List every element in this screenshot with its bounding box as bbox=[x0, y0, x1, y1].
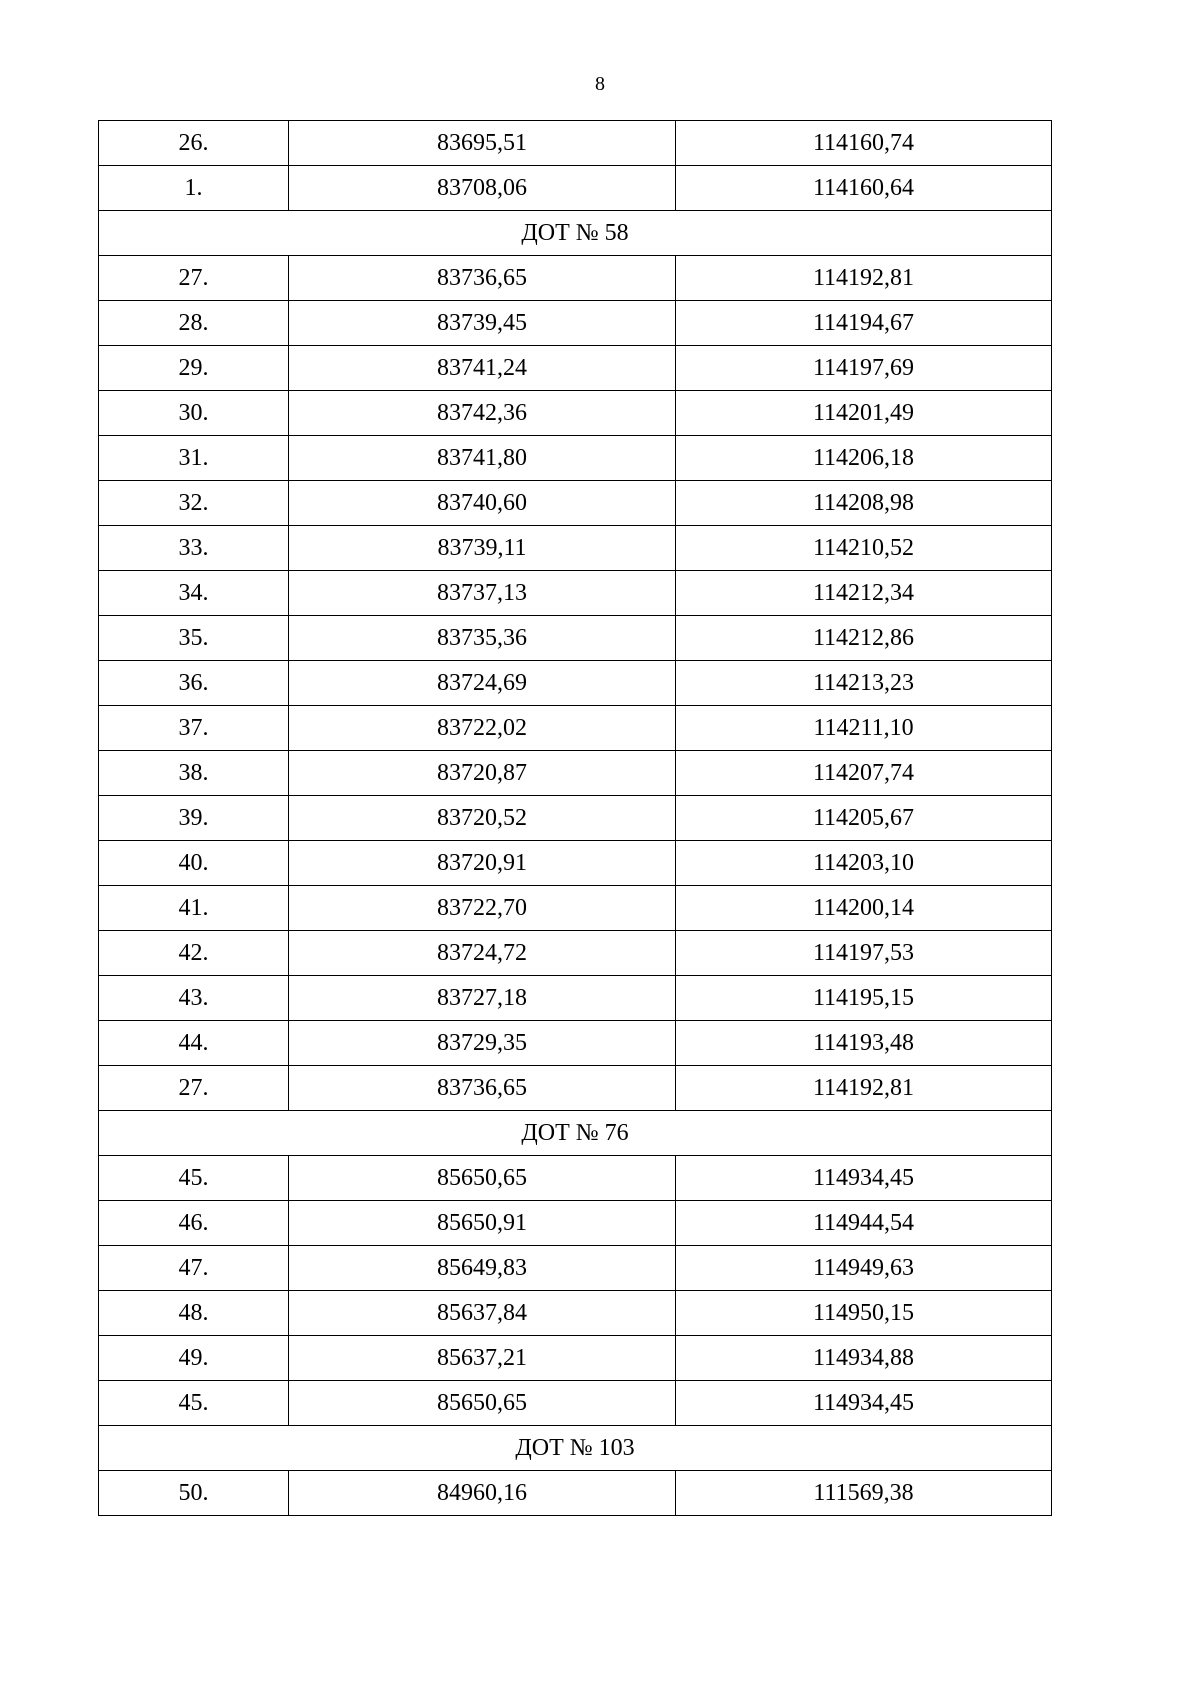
section-header-row bbox=[99, 1426, 1052, 1471]
y-coordinate-cell: 111569,38 bbox=[676, 1471, 1052, 1516]
section-title: ДОТ № 76 bbox=[99, 1111, 1052, 1156]
y-coordinate-cell: 114950,15 bbox=[676, 1291, 1052, 1336]
x-coordinate-cell: 83737,13 bbox=[289, 571, 676, 616]
point-number-cell: 47. bbox=[99, 1246, 289, 1291]
table-row bbox=[99, 706, 1052, 751]
x-coordinate-cell: 83736,65 bbox=[289, 1066, 676, 1111]
table-row bbox=[99, 121, 1052, 166]
section-header-row bbox=[99, 1111, 1052, 1156]
point-number-cell: 32. bbox=[99, 481, 289, 526]
x-coordinate-cell: 83739,45 bbox=[289, 301, 676, 346]
table-row bbox=[99, 1471, 1052, 1516]
point-number-cell: 35. bbox=[99, 616, 289, 661]
y-coordinate-cell: 114208,98 bbox=[676, 481, 1052, 526]
point-number-cell: 49. bbox=[99, 1336, 289, 1381]
table-row bbox=[99, 1336, 1052, 1381]
y-coordinate-cell: 114949,63 bbox=[676, 1246, 1052, 1291]
y-coordinate-cell: 114192,81 bbox=[676, 256, 1052, 301]
x-coordinate-cell: 83720,52 bbox=[289, 796, 676, 841]
table-row bbox=[99, 886, 1052, 931]
point-number-cell: 34. bbox=[99, 571, 289, 616]
y-coordinate-cell: 114194,67 bbox=[676, 301, 1052, 346]
point-number-cell: 37. bbox=[99, 706, 289, 751]
x-coordinate-cell: 83708,06 bbox=[289, 166, 676, 211]
y-coordinate-cell: 114934,45 bbox=[676, 1156, 1052, 1201]
point-number-cell: 46. bbox=[99, 1201, 289, 1246]
table-row bbox=[99, 256, 1052, 301]
section-title: ДОТ № 58 bbox=[99, 211, 1052, 256]
point-number-cell: 27. bbox=[99, 256, 289, 301]
y-coordinate-cell: 114197,53 bbox=[676, 931, 1052, 976]
point-number-cell: 43. bbox=[99, 976, 289, 1021]
table-row bbox=[99, 481, 1052, 526]
y-coordinate-cell: 114160,74 bbox=[676, 121, 1052, 166]
x-coordinate-cell: 83729,35 bbox=[289, 1021, 676, 1066]
x-coordinate-cell: 83727,18 bbox=[289, 976, 676, 1021]
y-coordinate-cell: 114205,67 bbox=[676, 796, 1052, 841]
y-coordinate-cell: 114944,54 bbox=[676, 1201, 1052, 1246]
table-row bbox=[99, 661, 1052, 706]
y-coordinate-cell: 114213,23 bbox=[676, 661, 1052, 706]
table-row bbox=[99, 976, 1052, 1021]
section-header-row bbox=[99, 211, 1052, 256]
x-coordinate-cell: 83740,60 bbox=[289, 481, 676, 526]
point-number-cell: 41. bbox=[99, 886, 289, 931]
y-coordinate-cell: 114192,81 bbox=[676, 1066, 1052, 1111]
y-coordinate-cell: 114201,49 bbox=[676, 391, 1052, 436]
y-coordinate-cell: 114934,45 bbox=[676, 1381, 1052, 1426]
x-coordinate-cell: 83722,02 bbox=[289, 706, 676, 751]
table-row bbox=[99, 1291, 1052, 1336]
x-coordinate-cell: 83722,70 bbox=[289, 886, 676, 931]
point-number-cell: 48. bbox=[99, 1291, 289, 1336]
y-coordinate-cell: 114197,69 bbox=[676, 346, 1052, 391]
table-row bbox=[99, 166, 1052, 211]
x-coordinate-cell: 85637,84 bbox=[289, 1291, 676, 1336]
x-coordinate-cell: 83741,80 bbox=[289, 436, 676, 481]
point-number-cell: 44. bbox=[99, 1021, 289, 1066]
section-title: ДОТ № 103 bbox=[99, 1426, 1052, 1471]
point-number-cell: 30. bbox=[99, 391, 289, 436]
table-row bbox=[99, 796, 1052, 841]
x-coordinate-cell: 83741,24 bbox=[289, 346, 676, 391]
x-coordinate-cell: 84960,16 bbox=[289, 1471, 676, 1516]
y-coordinate-cell: 114195,15 bbox=[676, 976, 1052, 1021]
point-number-cell: 36. bbox=[99, 661, 289, 706]
table-row bbox=[99, 616, 1052, 661]
y-coordinate-cell: 114212,86 bbox=[676, 616, 1052, 661]
table-row bbox=[99, 301, 1052, 346]
page-number: 8 bbox=[595, 73, 605, 95]
y-coordinate-cell: 114934,88 bbox=[676, 1336, 1052, 1381]
table-row bbox=[99, 1246, 1052, 1291]
table-row bbox=[99, 1201, 1052, 1246]
y-coordinate-cell: 114160,64 bbox=[676, 166, 1052, 211]
table-row bbox=[99, 436, 1052, 481]
table-row bbox=[99, 841, 1052, 886]
point-number-cell: 50. bbox=[99, 1471, 289, 1516]
point-number-cell: 28. bbox=[99, 301, 289, 346]
x-coordinate-cell: 85649,83 bbox=[289, 1246, 676, 1291]
table-row bbox=[99, 751, 1052, 796]
point-number-cell: 45. bbox=[99, 1156, 289, 1201]
table-row bbox=[99, 1066, 1052, 1111]
point-number-cell: 39. bbox=[99, 796, 289, 841]
point-number-cell: 40. bbox=[99, 841, 289, 886]
table-row bbox=[99, 391, 1052, 436]
y-coordinate-cell: 114193,48 bbox=[676, 1021, 1052, 1066]
y-coordinate-cell: 114200,14 bbox=[676, 886, 1052, 931]
y-coordinate-cell: 114212,34 bbox=[676, 571, 1052, 616]
point-number-cell: 42. bbox=[99, 931, 289, 976]
y-coordinate-cell: 114206,18 bbox=[676, 436, 1052, 481]
x-coordinate-cell: 85650,65 bbox=[289, 1381, 676, 1426]
table-row bbox=[99, 1021, 1052, 1066]
x-coordinate-cell: 83720,87 bbox=[289, 751, 676, 796]
x-coordinate-cell: 83735,36 bbox=[289, 616, 676, 661]
x-coordinate-cell: 83724,69 bbox=[289, 661, 676, 706]
y-coordinate-cell: 114203,10 bbox=[676, 841, 1052, 886]
point-number-cell: 1. bbox=[99, 166, 289, 211]
x-coordinate-cell: 85650,91 bbox=[289, 1201, 676, 1246]
y-coordinate-cell: 114210,52 bbox=[676, 526, 1052, 571]
table-row bbox=[99, 1156, 1052, 1201]
point-number-cell: 38. bbox=[99, 751, 289, 796]
x-coordinate-cell: 83742,36 bbox=[289, 391, 676, 436]
x-coordinate-cell: 85637,21 bbox=[289, 1336, 676, 1381]
table-row bbox=[99, 1381, 1052, 1426]
table-row bbox=[99, 931, 1052, 976]
y-coordinate-cell: 114211,10 bbox=[676, 706, 1052, 751]
coordinates-table bbox=[98, 120, 1052, 1516]
table-row bbox=[99, 571, 1052, 616]
point-number-cell: 27. bbox=[99, 1066, 289, 1111]
point-number-cell: 29. bbox=[99, 346, 289, 391]
x-coordinate-cell: 83720,91 bbox=[289, 841, 676, 886]
x-coordinate-cell: 83695,51 bbox=[289, 121, 676, 166]
point-number-cell: 31. bbox=[99, 436, 289, 481]
table-row bbox=[99, 346, 1052, 391]
point-number-cell: 26. bbox=[99, 121, 289, 166]
table-row bbox=[99, 526, 1052, 571]
x-coordinate-cell: 83739,11 bbox=[289, 526, 676, 571]
x-coordinate-cell: 83724,72 bbox=[289, 931, 676, 976]
coordinates-table-body bbox=[99, 121, 1052, 1516]
point-number-cell: 45. bbox=[99, 1381, 289, 1426]
point-number-cell: 33. bbox=[99, 526, 289, 571]
y-coordinate-cell: 114207,74 bbox=[676, 751, 1052, 796]
x-coordinate-cell: 85650,65 bbox=[289, 1156, 676, 1201]
x-coordinate-cell: 83736,65 bbox=[289, 256, 676, 301]
